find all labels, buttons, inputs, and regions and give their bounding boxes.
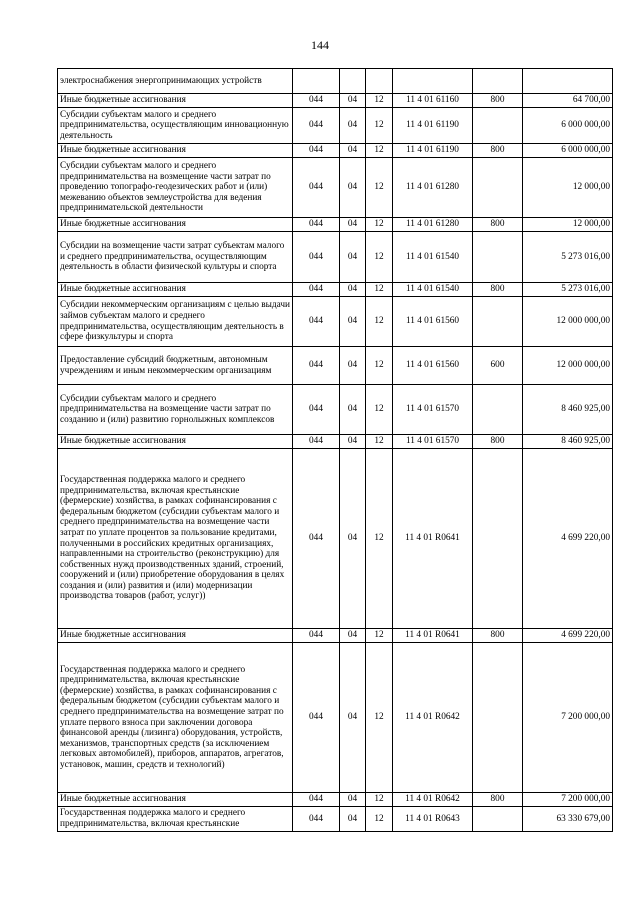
row-grbs-cell: 044 [293, 629, 340, 643]
row-target-article-cell: 11 4 01 R0642 [393, 643, 473, 793]
table-row [58, 158, 613, 218]
row-section-cell: 04 [340, 108, 366, 144]
row-grbs-cell: 044 [293, 158, 340, 218]
table-row [58, 144, 613, 158]
row-section-cell: 04 [340, 449, 366, 629]
row-name-cell: Субсидии субъектам малого и среднего предпринимательства, осуществляющим инновационную деятельность [58, 108, 293, 144]
row-subsection-cell: 12 [366, 283, 393, 297]
row-amount-cell: 4 699 220,00 [523, 629, 613, 643]
row-name-cell: Иные бюджетные ассигнования [58, 218, 293, 232]
row-target-article-cell: 11 4 01 R0643 [393, 807, 473, 832]
row-target-article-cell [393, 69, 473, 94]
row-target-article-cell: 11 4 01 61190 [393, 144, 473, 158]
row-subsection-cell: 12 [366, 218, 393, 232]
row-name-cell: Субсидии некоммерческим организациям с целью выдачи займов субъектам малого и среднего предпринимательства, осуществляющим деятельность в сфере физкультуры и спорта [58, 297, 293, 347]
row-target-article-cell: 11 4 01 61160 [393, 94, 473, 108]
row-target-article-cell: 11 4 01 61280 [393, 158, 473, 218]
row-expense-type-cell: 800 [473, 144, 523, 158]
row-amount-cell: 5 273 016,00 [523, 232, 613, 283]
table-row [58, 807, 613, 832]
row-name-cell: Государственная поддержка малого и среднего предпринимательства, включая крестьянские (фермерские) хозяйства, в рамках софинансирования с федеральным бюджетом (субсидии субъектам малого и среднего предпринимательства на возмещение части затрат по уплате процентов за пользование кредитами, полученными в российских кредитных организациях, направленными на строительство (реконструкцию) для собственных нужд производственных зданий, строений, сооружений и (или) приобретение оборудования в целях создания и (или) развития и (или) модернизации производства товаров (работ, услуг)) [58, 449, 293, 629]
row-section-cell: 04 [340, 218, 366, 232]
row-name-cell: электроснабжения энергопринимающих устройств [58, 69, 293, 94]
row-section-cell: 04 [340, 347, 366, 385]
row-expense-type-cell [473, 643, 523, 793]
row-expense-type-cell: 800 [473, 793, 523, 807]
row-subsection-cell [366, 69, 393, 94]
row-section-cell: 04 [340, 435, 366, 449]
table-row [58, 449, 613, 629]
row-subsection-cell: 12 [366, 108, 393, 144]
row-section-cell: 04 [340, 158, 366, 218]
row-grbs-cell: 044 [293, 297, 340, 347]
row-grbs-cell: 044 [293, 385, 340, 435]
row-expense-type-cell [473, 449, 523, 629]
row-target-article-cell: 11 4 01 61570 [393, 385, 473, 435]
row-grbs-cell: 044 [293, 144, 340, 158]
row-name-cell: Иные бюджетные ассигнования [58, 94, 293, 108]
row-grbs-cell: 044 [293, 218, 340, 232]
row-amount-cell: 5 273 016,00 [523, 283, 613, 297]
row-subsection-cell: 12 [366, 144, 393, 158]
row-grbs-cell: 044 [293, 108, 340, 144]
row-target-article-cell: 11 4 01 61540 [393, 232, 473, 283]
row-expense-type-cell: 800 [473, 283, 523, 297]
row-expense-type-cell [473, 232, 523, 283]
row-grbs-cell [293, 69, 340, 94]
table-row [58, 347, 613, 385]
row-name-cell: Государственная поддержка малого и среднего предпринимательства, включая крестьянские (фермерские) хозяйства, в рамках софинансирования с федеральным бюджетом (субсидии субъектам малого и среднего предпринимательства на возмещение затрат по уплате первого взноса при заключении договора финансовой аренды (лизинга) оборудования, устройств, механизмов, транспортных средств (за исключением легковых автомобилей), приборов, аппаратов, агрегатов, установок, машин, средств и технологий) [58, 643, 293, 793]
row-amount-cell: 7 200 000,00 [523, 793, 613, 807]
row-amount-cell: 12 000,00 [523, 218, 613, 232]
row-target-article-cell: 11 4 01 61190 [393, 108, 473, 144]
row-amount-cell: 64 700,00 [523, 94, 613, 108]
row-subsection-cell: 12 [366, 232, 393, 283]
row-grbs-cell: 044 [293, 347, 340, 385]
row-grbs-cell: 044 [293, 793, 340, 807]
row-grbs-cell: 044 [293, 94, 340, 108]
row-section-cell: 04 [340, 629, 366, 643]
row-amount-cell: 63 330 679,00 [523, 807, 613, 832]
row-section-cell: 04 [340, 283, 366, 297]
row-expense-type-cell [473, 69, 523, 94]
table-row [58, 629, 613, 643]
row-amount-cell: 8 460 925,00 [523, 435, 613, 449]
row-name-cell: Субсидии на возмещение части затрат субъектам малого и среднего предпринимательства, осуществляющим деятельность в области физической культуры и спорта [58, 232, 293, 283]
row-name-cell: Субсидии субъектам малого и среднего предпринимательства на возмещение части затрат по проведению топографо-геодезических работ и (или) межеванию объектов землеустройства для ведения предпринимательской деятельности [58, 158, 293, 218]
table-row [58, 435, 613, 449]
row-grbs-cell: 044 [293, 435, 340, 449]
table-row [58, 218, 613, 232]
row-subsection-cell: 12 [366, 807, 393, 832]
row-amount-cell: 12 000 000,00 [523, 347, 613, 385]
row-expense-type-cell [473, 385, 523, 435]
row-subsection-cell: 12 [366, 297, 393, 347]
row-subsection-cell: 12 [366, 347, 393, 385]
table-row [58, 643, 613, 793]
row-expense-type-cell: 600 [473, 347, 523, 385]
row-target-article-cell: 11 4 01 61280 [393, 218, 473, 232]
row-subsection-cell: 12 [366, 449, 393, 629]
row-grbs-cell: 044 [293, 232, 340, 283]
row-expense-type-cell [473, 297, 523, 347]
row-target-article-cell: 11 4 01 61540 [393, 283, 473, 297]
page-number: 144 [311, 38, 329, 52]
row-name-cell: Иные бюджетные ассигнования [58, 629, 293, 643]
row-grbs-cell: 044 [293, 283, 340, 297]
table-row [58, 297, 613, 347]
row-section-cell: 04 [340, 232, 366, 283]
row-subsection-cell: 12 [366, 158, 393, 218]
row-name-cell: Иные бюджетные ассигнования [58, 144, 293, 158]
row-amount-cell: 4 699 220,00 [523, 449, 613, 629]
row-subsection-cell: 12 [366, 94, 393, 108]
row-amount-cell: 7 200 000,00 [523, 643, 613, 793]
table-row [58, 108, 613, 144]
row-amount-cell [523, 69, 613, 94]
row-subsection-cell: 12 [366, 629, 393, 643]
budget-table [57, 68, 613, 832]
row-section-cell [340, 69, 366, 94]
row-name-cell: Предоставление субсидий бюджетным, автономным учреждениям и иным некоммерческим организациям [58, 347, 293, 385]
row-expense-type-cell [473, 158, 523, 218]
row-name-cell: Субсидии субъектам малого и среднего предпринимательства на возмещение части затрат по созданию и (или) развитию горнолыжных комплексов [58, 385, 293, 435]
row-subsection-cell: 12 [366, 793, 393, 807]
row-section-cell: 04 [340, 144, 366, 158]
table-row [58, 69, 613, 94]
row-section-cell: 04 [340, 643, 366, 793]
row-target-article-cell: 11 4 01 61570 [393, 435, 473, 449]
table-row [58, 283, 613, 297]
row-expense-type-cell [473, 807, 523, 832]
table-row [58, 793, 613, 807]
row-target-article-cell: 11 4 01 R0642 [393, 793, 473, 807]
row-target-article-cell: 11 4 01 61560 [393, 347, 473, 385]
row-amount-cell: 8 460 925,00 [523, 385, 613, 435]
row-name-cell: Иные бюджетные ассигнования [58, 283, 293, 297]
row-expense-type-cell: 800 [473, 629, 523, 643]
row-expense-type-cell [473, 108, 523, 144]
row-section-cell: 04 [340, 807, 366, 832]
row-expense-type-cell: 800 [473, 218, 523, 232]
row-section-cell: 04 [340, 94, 366, 108]
row-grbs-cell: 044 [293, 807, 340, 832]
row-amount-cell: 12 000,00 [523, 158, 613, 218]
table-row [58, 232, 613, 283]
row-subsection-cell: 12 [366, 643, 393, 793]
row-name-cell: Государственная поддержка малого и среднего предпринимательства, включая крестьянские [58, 807, 293, 832]
row-subsection-cell: 12 [366, 385, 393, 435]
row-amount-cell: 6 000 000,00 [523, 144, 613, 158]
row-section-cell: 04 [340, 297, 366, 347]
row-target-article-cell: 11 4 01 R0641 [393, 449, 473, 629]
row-target-article-cell: 11 4 01 R0641 [393, 629, 473, 643]
table-row [58, 385, 613, 435]
row-amount-cell: 12 000 000,00 [523, 297, 613, 347]
row-expense-type-cell: 800 [473, 94, 523, 108]
row-expense-type-cell: 800 [473, 435, 523, 449]
row-section-cell: 04 [340, 793, 366, 807]
row-section-cell: 04 [340, 385, 366, 435]
row-grbs-cell: 044 [293, 449, 340, 629]
row-amount-cell: 6 000 000,00 [523, 108, 613, 144]
row-subsection-cell: 12 [366, 435, 393, 449]
row-name-cell: Иные бюджетные ассигнования [58, 793, 293, 807]
row-name-cell: Иные бюджетные ассигнования [58, 435, 293, 449]
row-grbs-cell: 044 [293, 643, 340, 793]
table-row [58, 94, 613, 108]
row-target-article-cell: 11 4 01 61560 [393, 297, 473, 347]
